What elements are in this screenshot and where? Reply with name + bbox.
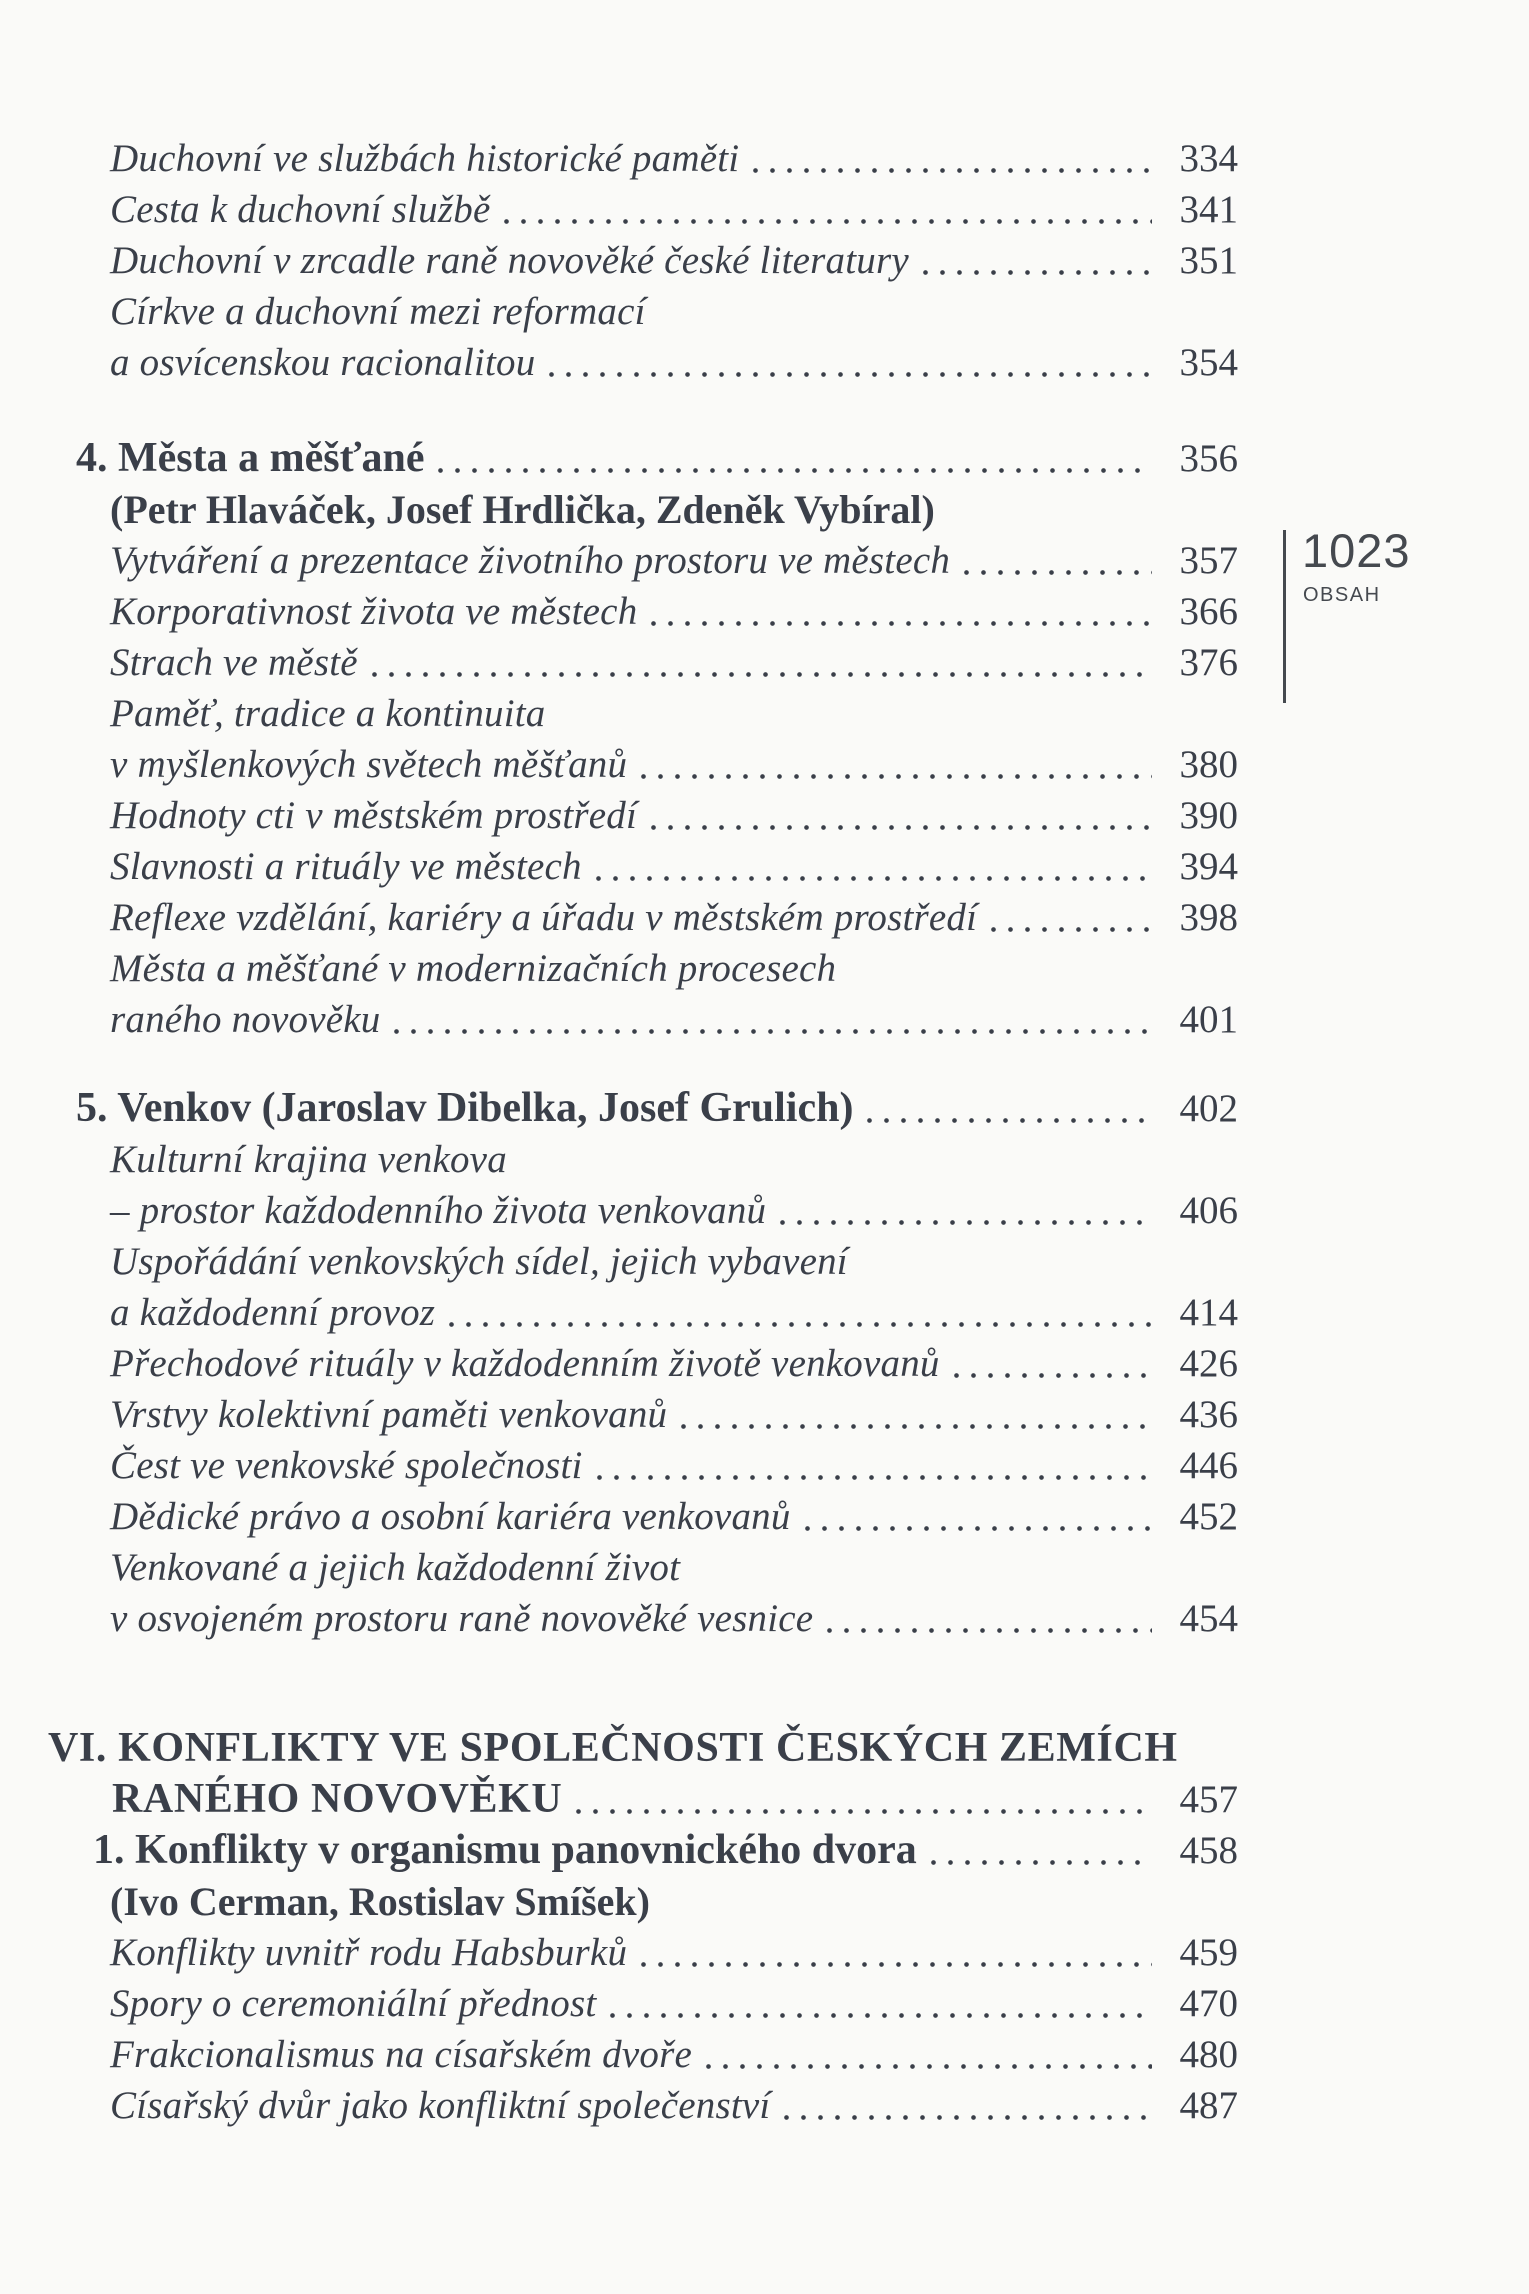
toc-entry-title: Konflikty uvnitř rodu Habsburků: [110, 1931, 628, 1974]
toc-block-part-6: [0, 1723, 1238, 2131]
toc-entry-title: Hodnoty cti v městském prostředí: [110, 794, 638, 837]
toc-entry-title: (Petr Hlaváček, Josef Hrdlička, Zdeněk Vybíral): [110, 487, 935, 532]
toc-row: [0, 1978, 1238, 2029]
toc-page-number: 356: [1179, 437, 1238, 480]
toc-entry-title: v myšlenkových světech měšťanů: [110, 743, 628, 786]
toc-entry-title: v osvojeném prostoru raně novověké vesnice: [110, 1597, 814, 1640]
toc-entry-title: – prostor každodenního života venkovanů: [110, 1189, 767, 1232]
toc-page-number: 380: [1179, 743, 1238, 786]
toc-row: [0, 535, 1238, 586]
toc-entry-title: Církve a duchovní mezi reformací: [110, 290, 646, 333]
toc-page-number: 354: [1179, 341, 1238, 384]
toc-row: [0, 1134, 1238, 1185]
toc-row: [0, 1491, 1238, 1542]
toc-row: [0, 1083, 1238, 1134]
toc-page-number: 366: [1179, 590, 1238, 633]
toc-row: [0, 484, 1238, 535]
toc-row: [0, 1825, 1238, 1876]
dot-leader: [675, 1424, 1152, 1429]
toc-row: [0, 586, 1238, 637]
toc-entry-title: Čest ve venkovské společnosti: [110, 1444, 583, 1487]
toc-row: [0, 1185, 1238, 1236]
toc-page-number: 446: [1179, 1444, 1238, 1487]
toc-entry-title: raného novověku: [110, 998, 381, 1041]
dot-leader: [821, 1628, 1152, 1633]
dot-leader: [590, 876, 1152, 881]
toc-page-number: 357: [1179, 539, 1238, 582]
margin-obsah-label: OBSAH: [1303, 584, 1381, 606]
toc-page-number: 390: [1179, 794, 1238, 837]
toc-row: [0, 235, 1238, 286]
toc-page-number: 414: [1179, 1291, 1238, 1334]
toc-page-number: 436: [1179, 1393, 1238, 1436]
toc-row: [0, 1236, 1238, 1287]
toc-entry-title: Uspořádání venkovských sídel, jejich vybavení: [110, 1240, 848, 1283]
toc-row: [0, 433, 1238, 484]
toc-entry-title: Přechodové rituály v každodenním životě venkovanů: [110, 1342, 940, 1385]
toc-page-number: 406: [1179, 1189, 1238, 1232]
toc-entry-title: Města a měšťané v modernizačních procesech: [110, 947, 837, 990]
dot-leader: [948, 1373, 1152, 1378]
toc-row: [0, 1774, 1238, 1825]
toc-row: [0, 1927, 1238, 1978]
toc-row: [0, 1723, 1238, 1774]
toc-row: [0, 739, 1238, 790]
dot-leader: [774, 1220, 1152, 1225]
dot-leader: [570, 1809, 1152, 1814]
toc-entry-title: 5. Venkov (Jaroslav Dibelka, Josef Grulich): [76, 1085, 854, 1131]
dot-leader: [778, 2115, 1152, 2120]
toc-row: [0, 184, 1238, 235]
toc-page-number: 341: [1179, 188, 1238, 231]
dot-leader: [388, 1029, 1152, 1034]
dot-leader: [917, 270, 1152, 275]
toc-row: [0, 892, 1238, 943]
toc-row: [0, 790, 1238, 841]
toc-page-number: 394: [1179, 845, 1238, 888]
toc-page-number: 459: [1179, 1931, 1238, 1974]
toc-entry-title: Korporativnost života ve městech: [110, 590, 638, 633]
toc-entry-title: Vrstvy kolektivní paměti venkovanů: [110, 1393, 668, 1436]
toc-entry-title: Císařský dvůr jako konfliktní společenství: [110, 2084, 771, 2127]
dot-leader: [747, 168, 1152, 173]
toc-page-number: 480: [1179, 2033, 1238, 2076]
dot-leader: [985, 927, 1152, 932]
toc-page-number: 470: [1179, 1982, 1238, 2025]
toc-row: [0, 2029, 1238, 2080]
toc-page-number: 398: [1179, 896, 1238, 939]
toc-entry-title: Strach ve městě: [110, 641, 358, 684]
toc-page-number: 487: [1179, 2084, 1238, 2127]
dot-leader: [543, 372, 1152, 377]
dot-leader: [443, 1322, 1152, 1327]
toc-row: [0, 637, 1238, 688]
toc-entry-title: Vytváření a prezentace životního prostoru ve městech: [110, 539, 951, 582]
dot-leader: [635, 1962, 1152, 1967]
toc-page-number: 426: [1179, 1342, 1238, 1385]
toc-row: [0, 133, 1238, 184]
toc-row: [0, 2080, 1238, 2131]
toc-entry-title: 4. Města a měšťané: [76, 435, 425, 481]
toc-block-chapter-4: [0, 433, 1238, 1045]
toc-row: [0, 1440, 1238, 1491]
toc-entry-title: Duchovní ve službách historické paměti: [110, 137, 740, 180]
toc-page-number: 458: [1179, 1829, 1238, 1872]
toc-row: [0, 994, 1238, 1045]
toc-page-number: 376: [1179, 641, 1238, 684]
toc-row: [0, 1338, 1238, 1389]
dot-leader: [432, 468, 1152, 473]
toc-entry-title: a každodenní provoz: [110, 1291, 436, 1334]
toc-entry-title: Frakcionalismus na císařském dvoře: [110, 2033, 692, 2076]
dot-leader: [958, 570, 1152, 575]
toc-page-number: 454: [1179, 1597, 1238, 1640]
toc-entry-title: Venkované a jejich každodenní život: [110, 1546, 681, 1589]
toc-page-number: 401: [1179, 998, 1238, 1041]
toc-entry-title: Duchovní v zrcadle raně novověké české literatury: [110, 239, 909, 282]
dot-leader: [799, 1526, 1152, 1531]
toc-entry-title: Paměť, tradice a kontinuita: [110, 692, 546, 735]
dot-leader: [591, 1475, 1152, 1480]
toc-entry-title: Cesta k duchovní službě: [110, 188, 491, 231]
toc-page-number: 334: [1179, 137, 1238, 180]
toc-row: [0, 337, 1238, 388]
toc-row: [0, 1389, 1238, 1440]
toc-row: [0, 286, 1238, 337]
dot-leader: [498, 219, 1152, 224]
toc-page-number: 452: [1179, 1495, 1238, 1538]
toc-entry-title: 1. Konflikty v organismu panovnického dvora: [93, 1827, 917, 1873]
toc-entry-title: Dědické právo a osobní kariéra venkovanů: [110, 1495, 791, 1538]
dot-leader: [645, 621, 1152, 626]
toc-entry-title: a osvícenskou racionalitou: [110, 341, 536, 384]
table-of-contents: [0, 133, 1238, 2131]
margin-page-number: 1023: [1302, 524, 1411, 577]
toc-row: [0, 688, 1238, 739]
toc-row: [0, 1876, 1238, 1927]
dot-leader: [366, 672, 1152, 677]
toc-entry-title: VI. KONFLIKTY VE SPOLEČNOSTI ČESKÝCH ZEMÍCH: [48, 1725, 1178, 1771]
toc-entry-title: Slavnosti a rituály ve městech: [110, 845, 582, 888]
dot-leader: [645, 825, 1152, 830]
toc-entry-title: RANÉHO NOVOVĚKU: [112, 1776, 563, 1822]
toc-entry-title: Reflexe vzdělání, kariéry a úřadu v městském prostředí: [110, 896, 978, 939]
toc-block-chapter-5: [0, 1083, 1238, 1644]
toc-row: [0, 1593, 1238, 1644]
dot-leader: [635, 774, 1152, 779]
dot-leader: [700, 2064, 1152, 2069]
toc-page-number: 457: [1179, 1778, 1238, 1821]
dot-leader: [604, 2013, 1152, 2018]
toc-row: [0, 943, 1238, 994]
toc-block-section-3-tail: [0, 133, 1238, 388]
dot-leader: [925, 1860, 1152, 1865]
toc-page-number: 351: [1179, 239, 1238, 282]
toc-row: [0, 1287, 1238, 1338]
toc-entry-title: (Ivo Cerman, Rostislav Smíšek): [110, 1879, 650, 1924]
margin-rule: [1283, 530, 1286, 703]
dot-leader: [861, 1118, 1152, 1123]
toc-page-number: 402: [1179, 1087, 1238, 1130]
toc-row: [0, 841, 1238, 892]
toc-row: [0, 1542, 1238, 1593]
toc-entry-title: Kulturní krajina venkova: [110, 1138, 507, 1181]
toc-entry-title: Spory o ceremoniální přednost: [110, 1982, 597, 2025]
